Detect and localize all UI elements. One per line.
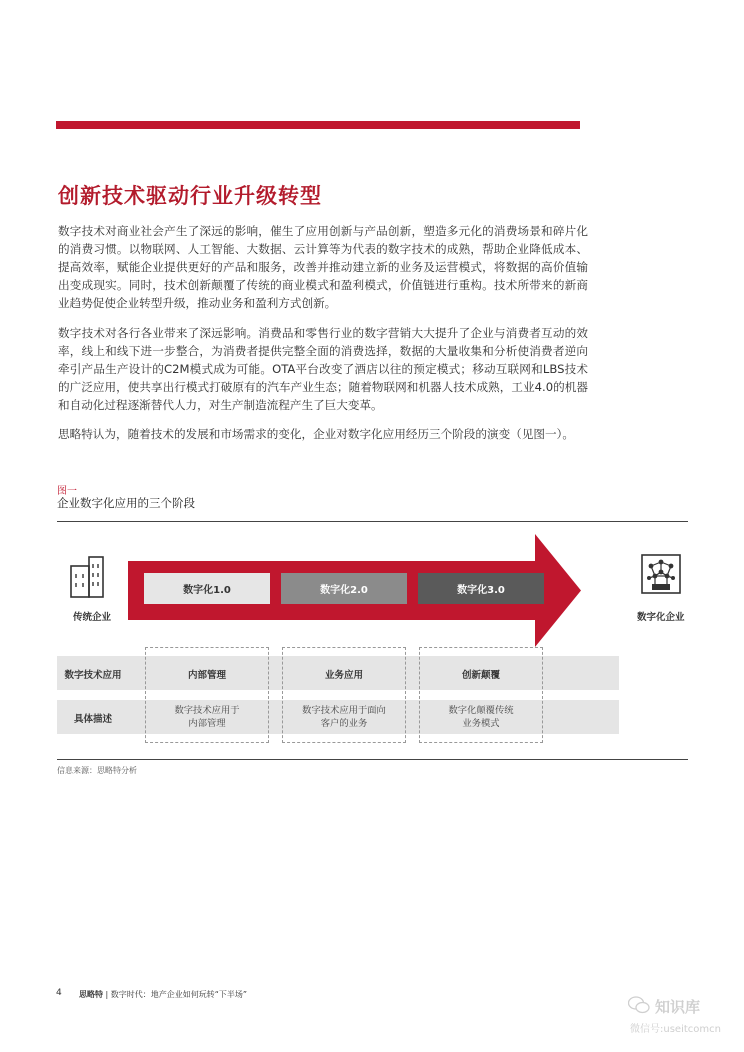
- column-desc-1-line-1: 数字技术应用于: [174, 705, 240, 716]
- section-title: 创新技术驱动行业升级转型: [58, 184, 322, 208]
- figure-title: 企业数字化应用的三个阶段: [57, 496, 195, 510]
- column-desc-2-line-2: 客户的业务: [320, 718, 368, 729]
- page-number: 4: [56, 988, 62, 998]
- column-desc-2: [282, 704, 406, 730]
- section-divider-bar: [56, 121, 580, 129]
- column-desc-1-line-2: 内部管理: [188, 718, 226, 729]
- footer-separator: |: [103, 990, 111, 999]
- figure-source: 信息来源：思略特分析: [57, 766, 137, 775]
- traditional-enterprise-label: 传统企业: [73, 612, 112, 623]
- body-paragraph-3: 思略特认为，随着技术的发展和市场需求的变化，企业对数字化应用经历三个阶段的演变（见图一）。: [58, 427, 574, 441]
- digital-enterprise-label: 数字化企业: [637, 612, 685, 623]
- footer-running-title: [79, 989, 247, 1000]
- column-desc-2-line-1: 数字技术应用于面向: [302, 705, 386, 716]
- column-desc-3-line-1: 数字化颠覆传统: [448, 705, 514, 716]
- column-desc-3: [419, 704, 543, 730]
- column-head-internal-management: 内部管理: [187, 670, 226, 681]
- body-paragraph-1: 数字技术对商业社会产生了深远的影响，催生了应用创新与产品创新，塑造多元化的消费场景和碎片化的消费习惯。以物联网、人工智能、大数据、云计算等为代表的数字技术的成熟，帮助企业降低成本、提高效率，赋能企业提供更好的产品和服务，改善并推动建立新的业务及运营模式，将数据的高价值输出变成现实。同时，技术创新颠覆了传统的商业模式和盈利模式，价值链进行重构。技术所带来的新商业趋势促使企业转型升级，推动业务和盈利方式创新。: [58, 224, 588, 310]
- row-label-application: 数字技术应用: [64, 670, 122, 681]
- figure-label: 图一: [57, 486, 77, 497]
- figure-top-rule: [57, 521, 688, 522]
- wechat-icon: [628, 996, 650, 1014]
- watermark-wechat-id: 微信号:useitcomcn: [630, 1024, 721, 1035]
- column-head-business-application: 业务应用: [324, 670, 363, 681]
- watermark-title: 知识库: [655, 998, 701, 1016]
- stage-digital-2: 数字化2.0: [281, 573, 407, 604]
- column-desc-3-line-2: 业务模式: [462, 718, 500, 729]
- stage-digital-1: 数字化1.0: [144, 573, 270, 604]
- column-head-innovation-disruption: 创新颠覆: [461, 670, 500, 681]
- body-paragraph-2: 数字技术对各行各业带来了深远影响。消费品和零售行业的数字营销大大提升了企业与消费者互动的效率，线上和线下进一步整合，为消费者提供完整全面的消费选择，数据的大量收集和分析使消费者逆向牵引产品生产设计的C2M模式成为可能。OTA平台改变了酒店以往的预定模式；移动互联网和LBS技术的广泛应用，使共享出行模式打破原有的汽车产业生态；随着物联网和机器人技术成熟，工业4.0的机器和自动化过程逐渐替代人力，对生产制造流程产生了巨大变革。: [58, 326, 588, 412]
- stage-digital-3: 数字化3.0: [418, 573, 544, 604]
- column-desc-1: [145, 704, 269, 730]
- row-label-description: 具体描述: [73, 714, 112, 725]
- footer-publication-title: 数字时代：地产企业如何玩转“下半场”: [110, 990, 248, 999]
- figure-bottom-rule: [57, 759, 688, 760]
- footer-brand: 思略特: [79, 990, 103, 999]
- building-icon: [70, 556, 104, 598]
- network-building-icon: [641, 554, 681, 594]
